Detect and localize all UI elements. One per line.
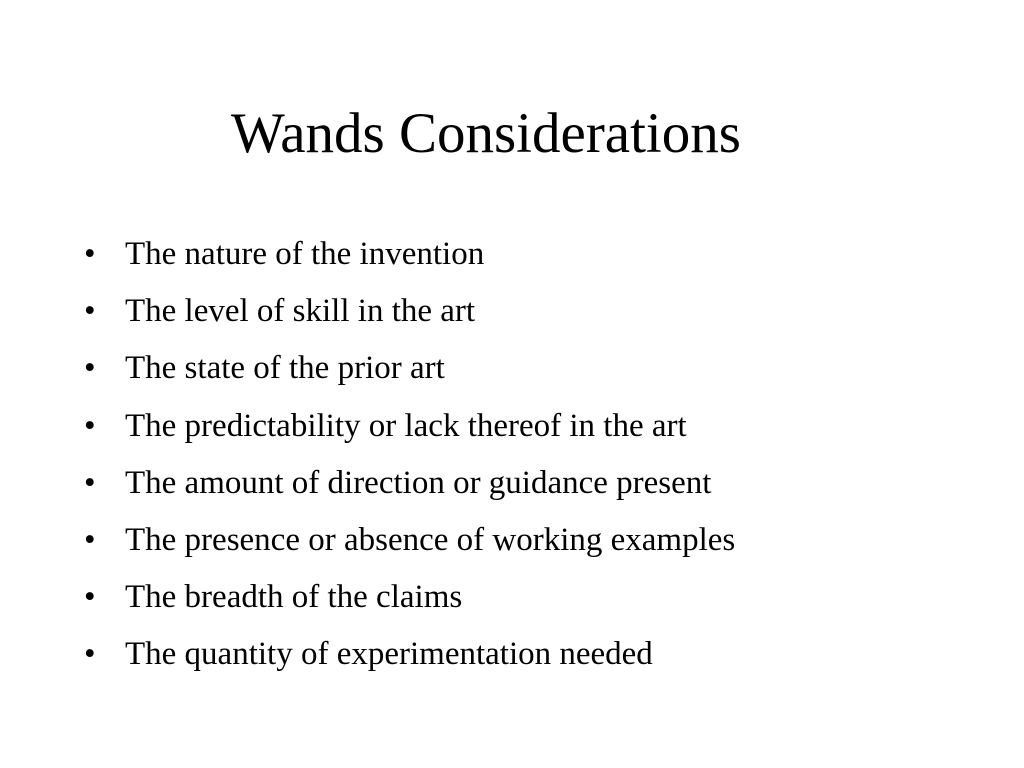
- bullet-text: The predictability or lack thereof in the art: [125, 407, 687, 444]
- bullet-item: [84, 346, 735, 403]
- bullet-item: [84, 632, 735, 689]
- bullet-icon: •: [84, 636, 96, 673]
- bullet-icon: •: [84, 350, 96, 387]
- bullet-item: [84, 575, 735, 632]
- bullet-text: The presence or absence of working examples: [125, 521, 736, 558]
- bullet-item: [84, 289, 735, 346]
- bullet-icon: •: [84, 293, 96, 330]
- bullet-icon: •: [84, 521, 96, 558]
- bullet-icon: •: [84, 236, 96, 272]
- bullet-item: [84, 232, 735, 289]
- bullet-text: The quantity of experimentation needed: [125, 636, 653, 673]
- bullet-item: [84, 404, 735, 461]
- bullet-text: The breadth of the claims: [125, 579, 463, 616]
- bullet-icon: •: [84, 407, 96, 444]
- bullet-item: [84, 518, 735, 575]
- bullet-text: The nature of the invention: [125, 236, 485, 272]
- bullet-text: The amount of direction or guidance present: [125, 464, 712, 501]
- bullet-text: The level of skill in the art: [125, 293, 476, 330]
- bullet-icon: •: [84, 579, 96, 616]
- bullet-item: [84, 461, 735, 518]
- bullet-list: [84, 232, 735, 690]
- bullet-text: The state of the prior art: [125, 350, 445, 387]
- bullet-icon: •: [84, 464, 96, 501]
- slide-title: Wands Considerations: [231, 102, 741, 165]
